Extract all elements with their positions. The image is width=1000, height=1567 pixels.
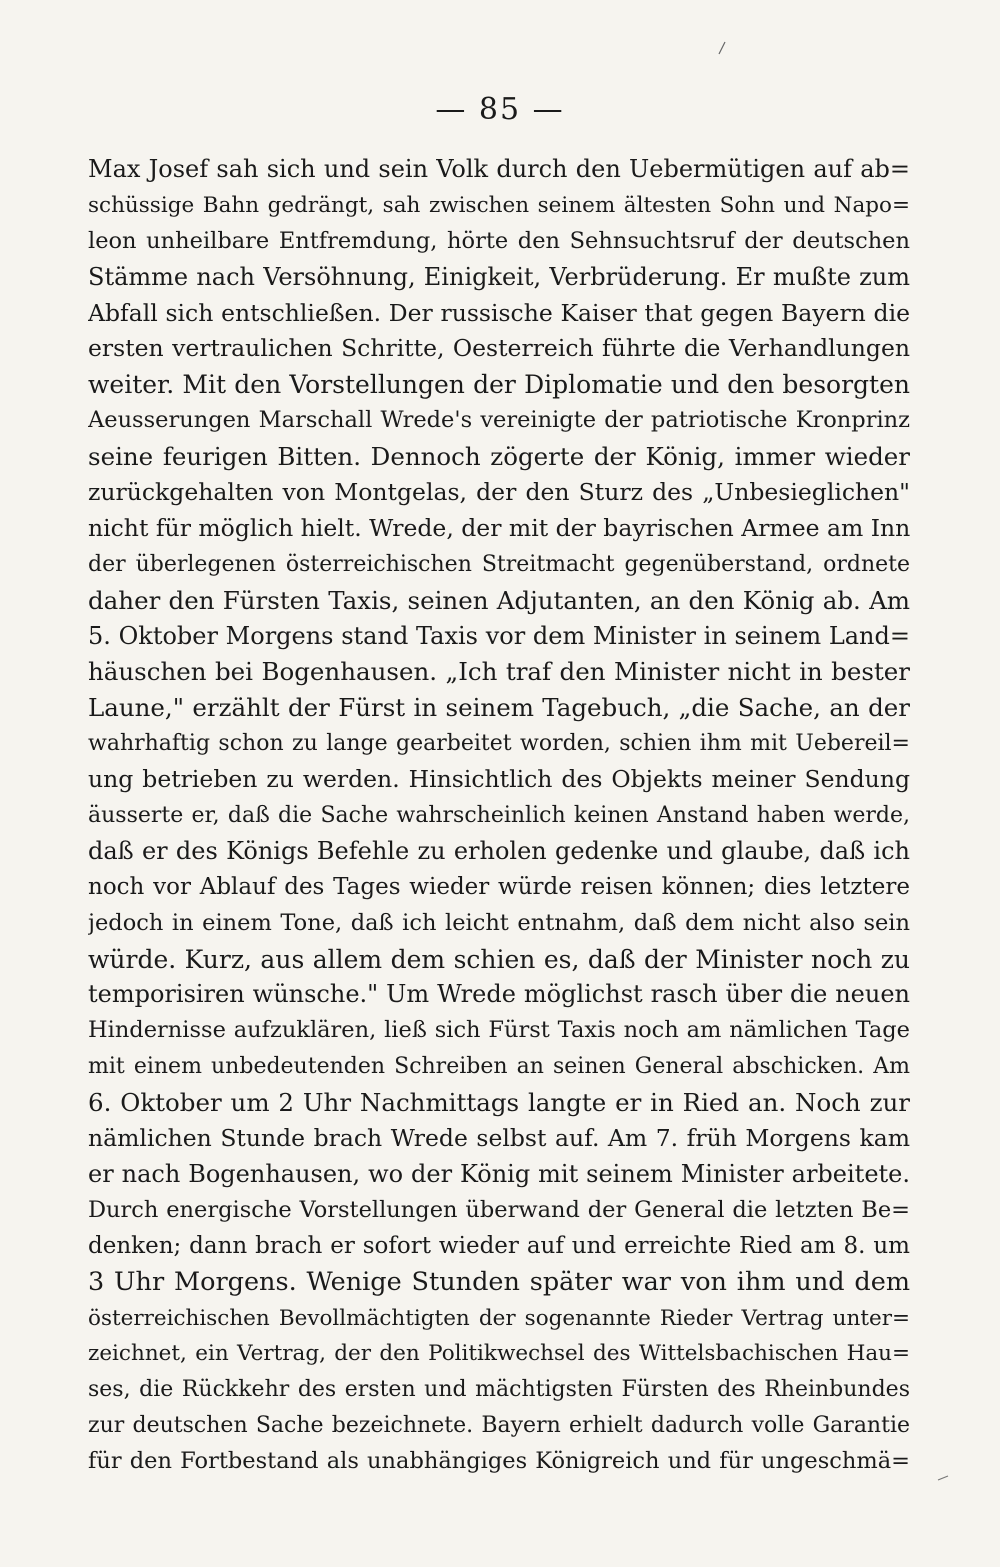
text-line: jedoch in einem Tone, daß ich leicht entnahm, daß dem nicht also sein bbox=[88, 909, 910, 936]
text-line: 5. Oktober Morgens stand Taxis vor dem Minister in seinem Land= bbox=[88, 621, 910, 650]
text-line: mit einem unbedeutenden Schreiben an seinen General abschicken. Am bbox=[88, 1054, 910, 1080]
stray-pen-mark bbox=[716, 40, 728, 56]
stray-pen-mark bbox=[936, 1473, 950, 1483]
page-number: — 85 — bbox=[435, 92, 565, 127]
text-line: ung betrieben zu werden. Hinsichtlich des Objekts meiner Sendung bbox=[88, 765, 910, 794]
text-line: Aeusserungen Marschall Wrede's vereinigte der patriotische Kronprinz bbox=[88, 407, 910, 434]
text-line: wahrhaftig schon zu lange gearbeitet worden, schien ihm mit Uebereil= bbox=[88, 731, 910, 757]
text-line: leon unheilbare Entfremdung, hörte den Sehnsuchtsruf der deutschen bbox=[88, 227, 910, 254]
text-line: noch vor Ablauf des Tages wieder würde reisen können; dies letztere bbox=[88, 873, 910, 900]
text-line: ses, die Rückkehr des ersten und mächtigsten Fürsten des Rheinbundes bbox=[88, 1377, 910, 1403]
text-line: zur deutschen Sache bezeichnete. Bayern erhielt dadurch volle Garantie bbox=[88, 1413, 910, 1439]
text-line: nicht für möglich hielt. Wrede, der mit der bayrischen Armee am Inn bbox=[88, 513, 910, 542]
text-line: österreichischen Bevollmächtigten der sogenannte Rieder Vertrag unter= bbox=[88, 1305, 910, 1331]
text-line: Stämme nach Versöhnung, Einigkeit, Verbrüderung. Er mußte zum bbox=[88, 262, 910, 291]
text-line: für den Fortbestand als unabhängiges Königreich und für ungeschmä= bbox=[88, 1448, 910, 1475]
text-line: Hindernisse aufzuklären, ließ sich Fürst Taxis noch am nämlichen Tage bbox=[88, 1017, 910, 1044]
text-line: er nach Bogenhausen, wo der König mit seinem Minister arbeitete. bbox=[88, 1159, 910, 1188]
text-line: häuschen bei Bogenhausen. „Ich traf den Minister nicht in bester bbox=[88, 657, 910, 687]
text-line: temporisiren wünsche." Um Wrede möglichst rasch über die neuen bbox=[88, 980, 910, 1009]
text-line: weiter. Mit den Vorstellungen der Diplomatie und den besorgten bbox=[88, 370, 910, 400]
body-text bbox=[88, 152, 910, 1480]
text-line: äusserte er, daß die Sache wahrscheinlich keinen Anstand haben werde, bbox=[88, 803, 910, 829]
text-line: zurückgehalten von Montgelas, der den Sturz des „Unbesieglichen" bbox=[88, 478, 910, 507]
text-line: seine feurigen Bitten. Dennoch zögerte der König, immer wieder bbox=[88, 442, 910, 472]
text-line: Laune," erzählt der Fürst in seinem Tagebuch, „die Sache, an der bbox=[88, 693, 910, 723]
text-line: 6. Oktober um 2 Uhr Nachmittags langte er in Ried an. Noch zur bbox=[88, 1088, 910, 1118]
text-line: Durch energische Vorstellungen überwand der General die letzten Be= bbox=[88, 1196, 910, 1223]
text-line: Max Josef sah sich und sein Volk durch den Uebermütigen auf ab= bbox=[88, 155, 910, 183]
text-line: schüssige Bahn gedrängt, sah zwischen seinem ältesten Sohn und Napo= bbox=[88, 192, 910, 218]
text-line: daher den Fürsten Taxis, seinen Adjutanten, an den König ab. Am bbox=[88, 585, 910, 615]
text-line: denken; dann brach er sofort wieder auf und erreichte Ried am 8. um bbox=[88, 1232, 910, 1259]
text-line: würde. Kurz, aus allem dem schien es, daß der Minister noch zu bbox=[88, 944, 910, 974]
text-line: Abfall sich entschließen. Der russische Kaiser that gegen Bayern die bbox=[88, 298, 910, 327]
text-line: nämlichen Stunde brach Wrede selbst auf. Am 7. früh Morgens kam bbox=[88, 1124, 910, 1153]
text-line: ersten vertraulichen Schritte, Oesterreich führte die Verhandlungen bbox=[88, 334, 910, 363]
text-line: zeichnet, ein Vertrag, der den Politikwechsel des Wittelsbachischen Hau= bbox=[88, 1341, 910, 1367]
text-line: 3 Uhr Morgens. Wenige Stunden später war von ihm und dem bbox=[88, 1266, 910, 1297]
text-line: der überlegenen österreichischen Streitmacht gegenüberstand, ordnete bbox=[88, 551, 910, 577]
text-line: daß er des Königs Befehle zu erholen gedenke und glaube, daß ich bbox=[88, 836, 910, 865]
